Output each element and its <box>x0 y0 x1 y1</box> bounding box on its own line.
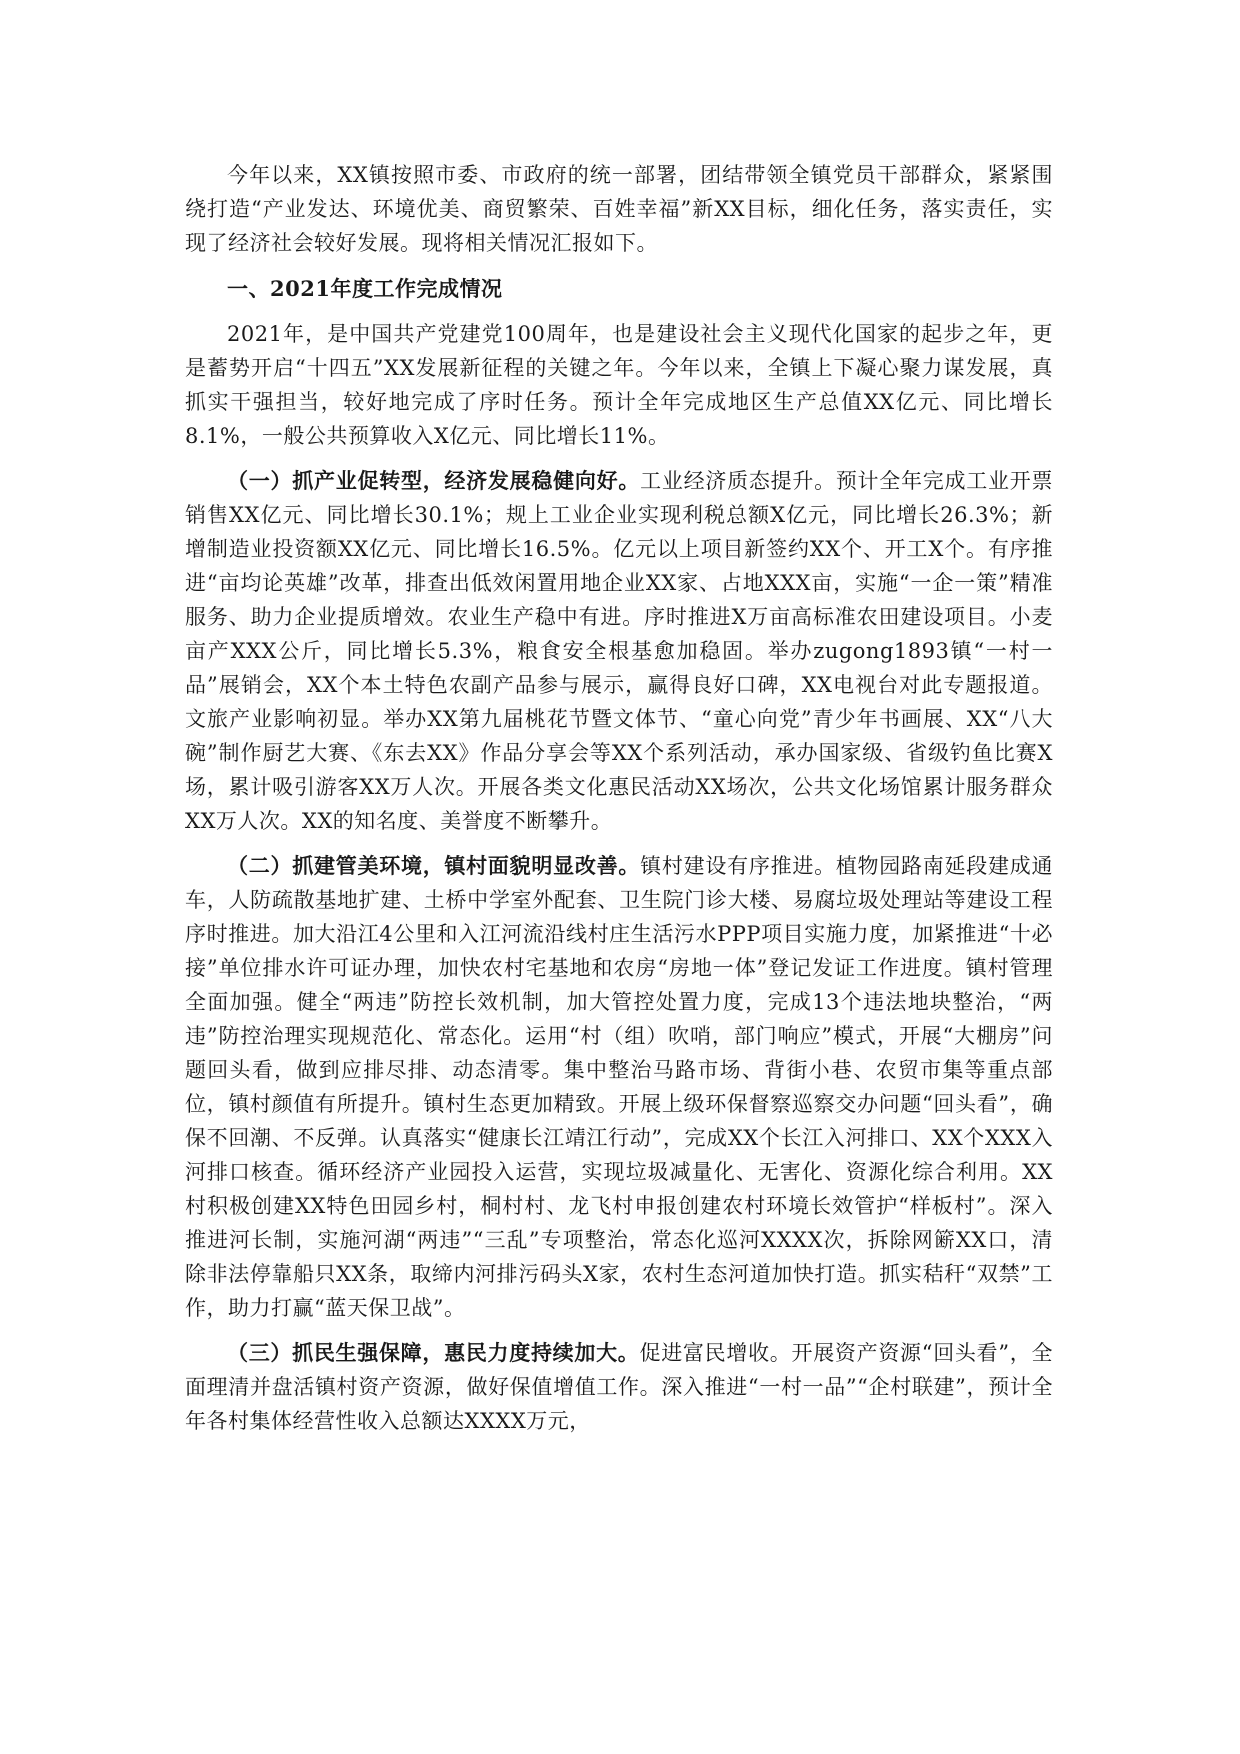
item-lead: （一）抓产业促转型，经济发展稳健向好。 <box>227 468 641 493</box>
item-paragraph-livelihood <box>185 1336 1053 1438</box>
item-lead: （二）抓建管美环境，镇村面貌明显改善。 <box>227 853 641 878</box>
intro-paragraph: 今年以来，XX镇按照市委、市政府的统一部署，团结带领全镇党员干部群众，紧紧围绕打造“产业发达、环境优美、商贸繁荣、百姓幸福”新XX目标，细化任务，落实责任，实现了经济社会较好发展。现将相关情况汇报如下。 <box>185 163 1053 255</box>
item-body: 促进富民增收。开展资产资源“回头看”，全面理清并盘活镇村资产资源，做好保值增值工作。深入推进“一村一品”“企村联建”，预计全年各村集体经营性收入总额达XXXX万元， <box>185 1341 1053 1433</box>
item-paragraph-industry <box>185 464 1053 838</box>
item-paragraph-environment <box>185 849 1053 1325</box>
document-body <box>185 158 1053 1438</box>
item-lead: （三）抓民生强保障，惠民力度持续加大。 <box>227 1340 640 1365</box>
section-heading: 一、2021年度工作完成情况 <box>227 276 503 301</box>
item-body: 镇村建设有序推进。植物园路南延段建成通车，人防疏散基地扩建、土桥中学室外配套、卫生院门诊大楼、易腐垃圾处理站等建设工程序时推进。加大沿江4公里和入江河流沿线村庄生活污水PPP项目实施力度，加紧推进“十必接”单位排水许可证办理，加快农村宅基地和农房“房地一体”登记发证工作进度。镇村管理全面加强。健全“两违”防控长效机制，加大管控处置力度，完成13个违法地块整治，“两违”防控治理实现规范化、常态化。运用“村（组）吹哨，部门响应”模式，开展“大棚房”问题回头看，做到应排尽排、动态清零。集中整治马路市场、背街小巷、农贸市集等重点部位，镇村颜值有所提升。镇村生态更加精致。开展上级环保督察巡察交办问题“回头看”，确保不回潮、不反弹。认真落实“健康长江靖江行动”，完成XX个长江入河排口、XX个XXX入河排口核查。循环经济产业园投入运营，实现垃圾减量化、无害化、资源化综合利用。XX村积极创建XX特色田园乡村，桐村村、龙飞村申报创建农村环境长效管护“样板村”。深入推进河长制，实施河湖“两违”“三乱”专项整治，常态化巡河XXXX次，拆除网簖XX口，清除非法停靠船只XX条，取缔内河排污码头X家，农村生态河道加快打造。抓实秸秆“双禁”工作，助力打赢“蓝天保卫战”。 <box>185 854 1054 1320</box>
item-body: 工业经济质态提升。预计全年完成工业开票销售XX亿元、同比增长30.1%；规上工业企业实现利税总额X亿元，同比增长26.3%；新增制造业投资额XX亿元、同比增长16.5%。亿元以上项目新签约XX个、开工X个。有序推进“亩均论英雄”改革，排查出低效闲置用地企业XX家、占地XXX亩，实施“一企一策”精准服务、助力企业提质增效。农业生产稳中有进。序时推进X万亩高标准农田建设项目。小麦亩产XXX公斤，同比增长5.3%，粮食安全根基愈加稳固。举办zugong1893镇“一村一品”展销会，XX个本土特色农副产品参与展示，赢得良好口碑，XX电视台对此专题报道。文旅产业影响初显。举办XX第九届桃花节暨文体节、“童心向党”青少年书画展、XX“八大碗”制作厨艺大赛、《东去XX》作品分享会等XX个系列活动，承办国家级、省级钓鱼比赛X场，累计吸引游客XX万人次。开展各类文化惠民活动XX场次，公共文化场馆累计服务群众XX万人次。XX的知名度、美誉度不断攀升。 <box>185 469 1054 833</box>
summary-paragraph: 2021年，是中国共产党建党100周年，也是建设社会主义现代化国家的起步之年，更是蓄势开启“十四五”XX发展新征程的关键之年。今年以来，全镇上下凝心聚力谋发展，真抓实干强担当，较好地完成了序时任务。预计全年完成地区生产总值XX亿元、同比增长8.1%，一般公共预算收入X亿元、同比增长11%。 <box>185 322 1053 448</box>
